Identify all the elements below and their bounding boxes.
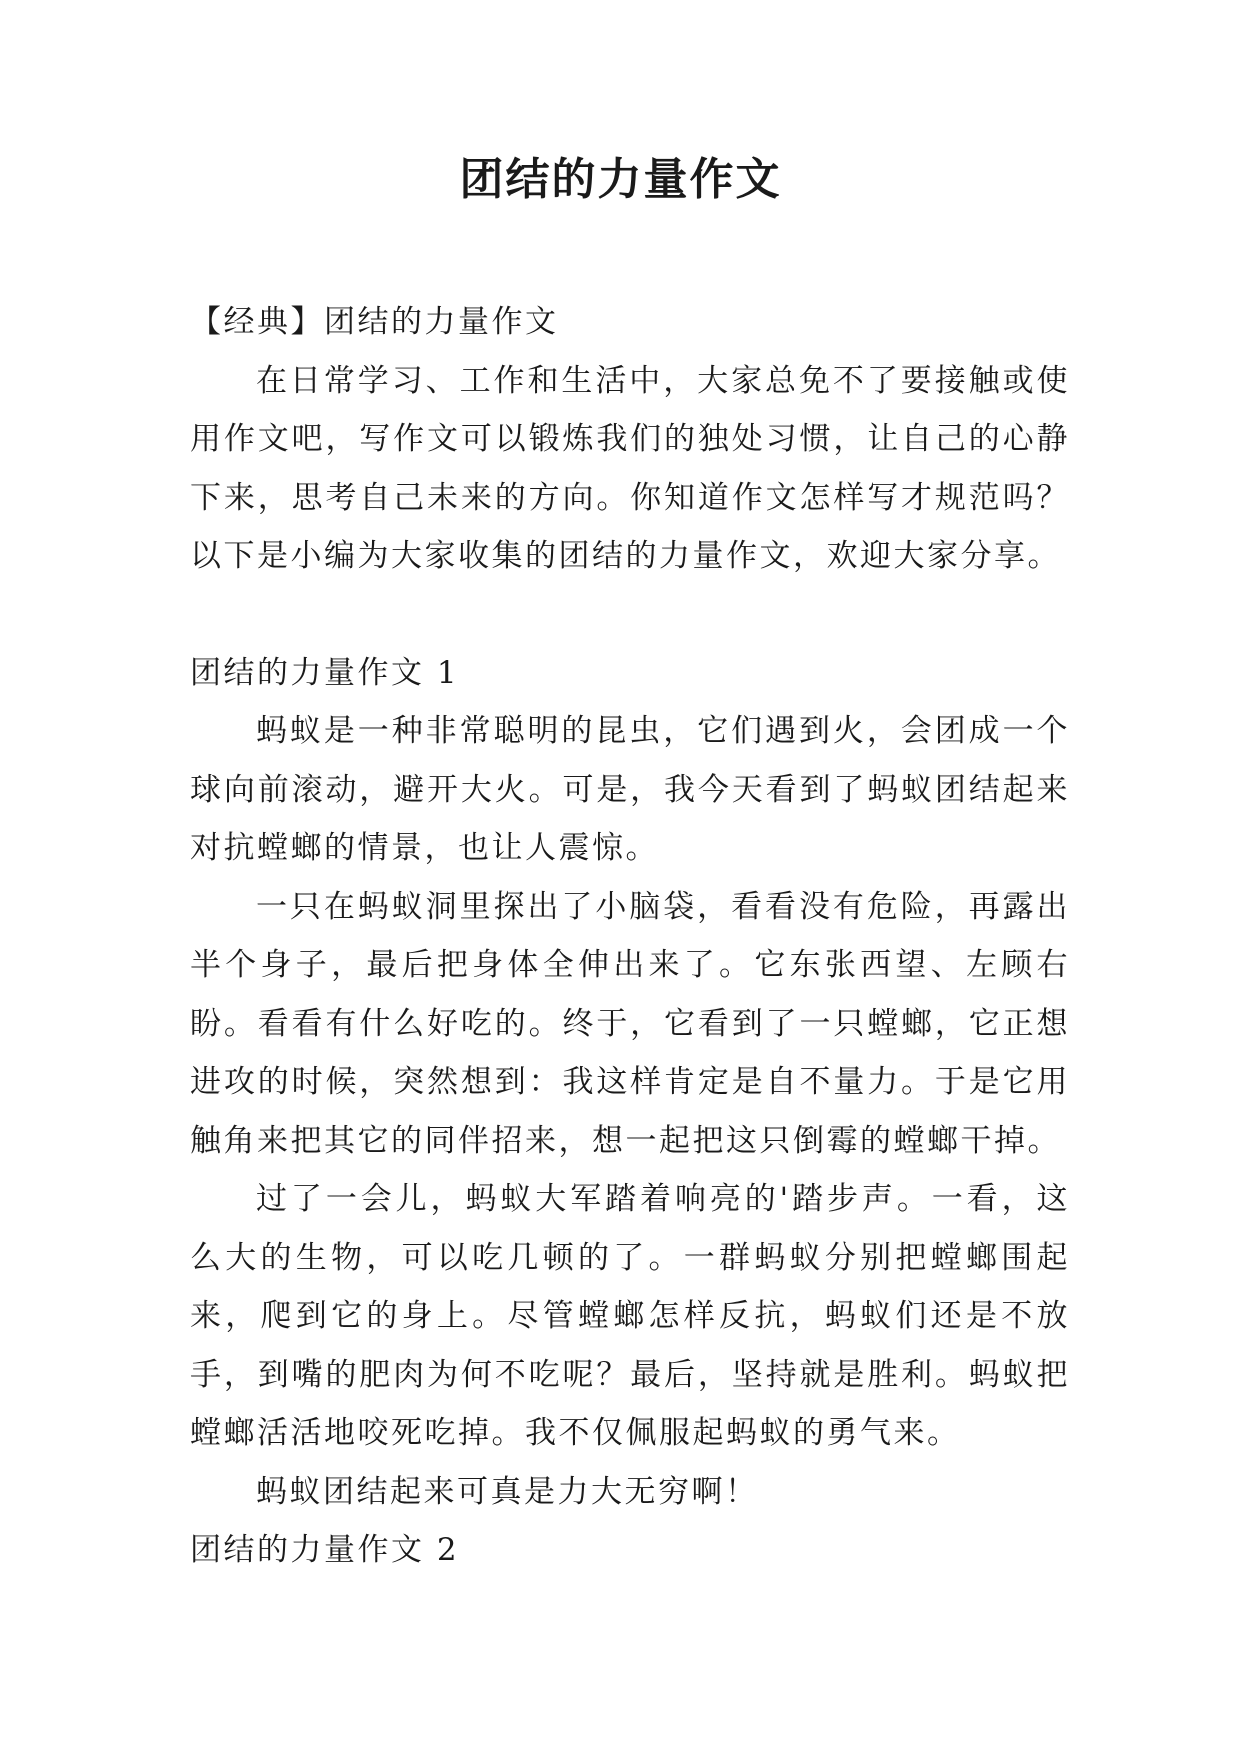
essay-2-heading: 团结的力量作文 2 [190,1532,460,1568]
essay-1-paragraph-1: 蚂蚁是一种非常聪明的昆虫，它们遇到火，会团成一个球向前滚动，避开大火。可是，我今天看到了蚂蚁团结起来对抗螳螂的情景，也让人震惊。 [190,713,1070,866]
document-title: 团结的力量作文 [459,154,782,205]
intro-paragraph: 在日常学习、工作和生活中，大家总免不了要接触或使用作文吧，写作文可以锻炼我们的独处习惯，让自己的心静下来，思考自己未来的方向。你知道作文怎样写才规范吗？以下是小编为大家收集的团结的力量作文，欢迎大家分享。 [190,362,1070,574]
essay-1-paragraph-4: 蚂蚁团结起来可真是力大无穷啊！ [256,1473,759,1510]
section-spacer [190,586,1070,644]
essay-1-heading: 团结的力量作文 1 [190,654,460,691]
essay-1-paragraph-2: 一只在蚂蚁洞里探出了小脑袋，看看没有危险，再露出半个身子，最后把身体全伸出来了。它东张西望、左顾右盼。看看有什么好吃的。终于，它看到了一只螳螂，它正想进攻的时候，突然想到：我这样肯定是自不量力。于是它用触角来把其它的同伴招来，想一起把这只倒霉的螳螂干掉。 [190,888,1070,1159]
intro-heading: 【经典】团结的力量作文 [190,304,559,340]
document-body [190,293,1070,1580]
essay-1-paragraph-3: 过了一会儿，蚂蚁大军踏着响亮的'踏步声。一看，这么大的生物，可以吃几顿的了。一群蚂蚁分别把螳螂围起来，爬到它的身上。尽管螳螂怎样反抗，蚂蚁们还是不放手，到嘴的肥肉为何不吃呢？最后，坚持就是胜利。蚂蚁把螳螂活活地咬死吃掉。我不仅佩服起蚂蚁的勇气来。 [190,1181,1070,1451]
